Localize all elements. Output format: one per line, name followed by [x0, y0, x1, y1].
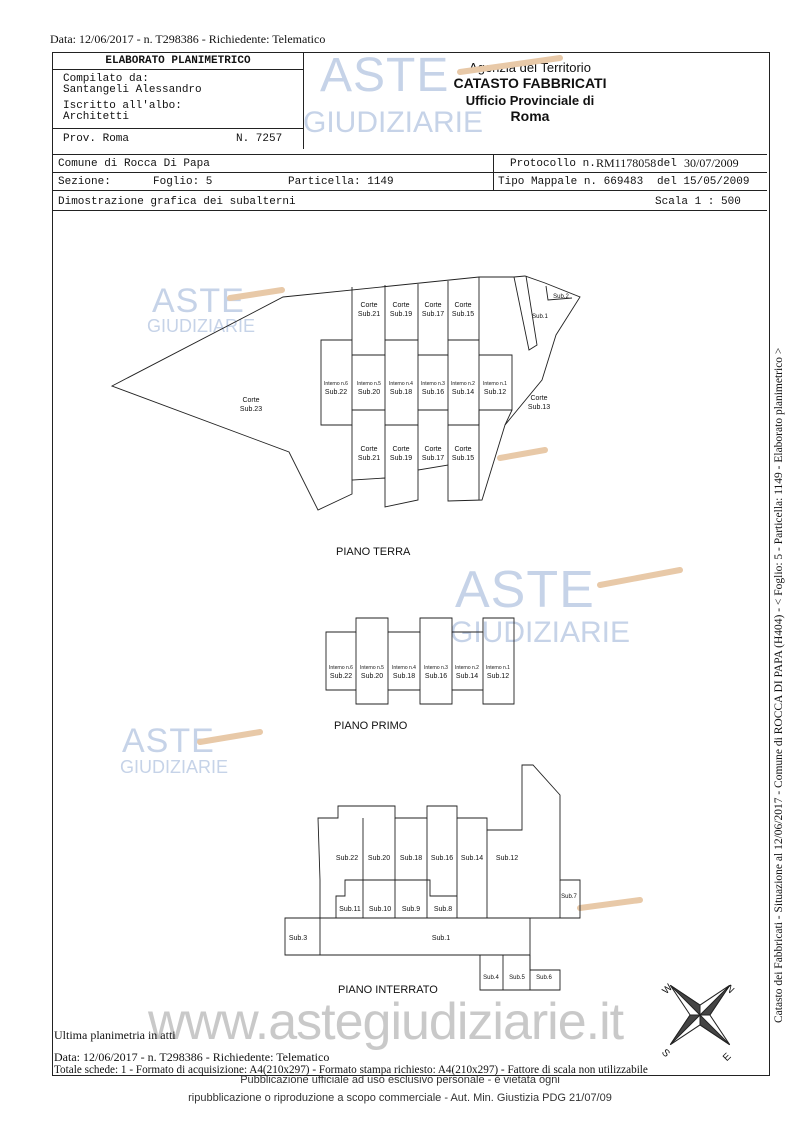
corte-sub-label: Sub.15 [451, 311, 475, 318]
iscritto-label: Iscritto all'albo: [63, 100, 182, 112]
side-vertical-caption: Catasto dei Fabbricati - Situazione al 12/06/2017 - Comune di ROCCA DI PAPA (H404) - < Foglio: 5 - Particella: 1149 - Elaborato planimetrico > [773, 347, 785, 1023]
footer-ultima: Ultima planimetria in atti [54, 1028, 176, 1042]
corte-label: Corte [454, 446, 472, 453]
interno-label: Interno n.4 [389, 381, 413, 387]
sub-label: Sub.9 [401, 906, 421, 913]
corte-label: Corte [424, 446, 442, 453]
interno-sub-label: Sub.20 [357, 389, 381, 396]
corte-label: Corte [360, 446, 378, 453]
interno-sub-label: Sub.22 [324, 389, 348, 396]
interno-label: Interno n.5 [360, 665, 384, 671]
iscritto-value: Architetti [63, 111, 130, 123]
interno-label: Interno n.6 [324, 381, 348, 387]
sub-label: Sub.4 [483, 975, 499, 981]
protocollo-label: Protocollo n. [510, 158, 596, 170]
gavel-watermark-icon [200, 58, 680, 908]
corte-label: Corte [392, 446, 410, 453]
dimostrazione-label: Dimostrazione grafica dei subalterni [58, 196, 296, 208]
scala-label: Scala 1 : 500 [655, 196, 741, 208]
compass-letter-e: E [721, 1051, 734, 1064]
interrato-sub-label: Sub.12 [495, 855, 519, 862]
sub-label: Sub.7 [561, 894, 577, 900]
watermark-giudiziarie-1: GIUDIZIARIE [147, 316, 256, 336]
watermark-aste-1: ASTE [152, 282, 245, 320]
interno-sub-label: Sub.14 [455, 673, 479, 680]
interno-sub-label: Sub.18 [389, 389, 413, 396]
agency-line-1: Agenzia del Territorio [469, 60, 591, 75]
compilato-name: Santangeli Alessandro [63, 84, 202, 96]
interno-label: Interno n.1 [483, 381, 507, 387]
corte-label: Corte [242, 397, 260, 404]
corte-sub-label: Sub.17 [421, 311, 445, 318]
watermark-giudiziarie-2: GIUDIZIARIE [450, 616, 631, 649]
corte-sub-label: Sub.19 [389, 455, 413, 462]
watermark-giudiziarie-3: GIUDIZIARIE [120, 757, 229, 777]
interno-label: Interno n.3 [421, 381, 445, 387]
compass-letter-s: S [659, 1047, 672, 1060]
piano-interrato-title: PIANO INTERRATO [338, 984, 438, 996]
publication-line-2: ripubblicazione o riproduzione a scopo commerciale - Aut. Min. Giustizia PDG 21/07/09 [188, 1092, 612, 1104]
corte-sub-label: Sub.19 [389, 311, 413, 318]
footer-totale: Totale schede: 1 - Formato di acquisizione: A4(210x297) - Formato stampa richiesto: A4(210x297) - Fattore di scala non utilizzabile [54, 1064, 648, 1076]
sub-label: Sub.23 [239, 406, 263, 413]
interno-sub-label: Sub.22 [329, 673, 353, 680]
compass-letter-w: W [660, 982, 675, 997]
site-watermark: www.astegiudiziarie.it [148, 993, 624, 1051]
publication-line-1: Pubblicazione ufficiale ad uso esclusivo personale - è vietata ogni [240, 1074, 560, 1086]
corte-sub-label: Sub.21 [357, 455, 381, 462]
interno-label: Interno n.4 [392, 665, 416, 671]
sub-label: Sub.8 [433, 906, 453, 913]
watermark-aste-2: ASTE [455, 561, 595, 619]
interno-sub-label: Sub.12 [483, 389, 507, 396]
corte-label: Corte [392, 302, 410, 309]
sub-label: Sub.13 [527, 404, 551, 411]
piano-primo-title: PIANO PRIMO [334, 720, 408, 732]
interno-label: Interno n.1 [486, 665, 510, 671]
footer-data: Data: 12/06/2017 - n. T298386 - Richiedente: Telematico [54, 1050, 330, 1064]
protocollo-del-value: 30/07/2009 [684, 156, 739, 170]
agency-line-4: Roma [510, 108, 550, 124]
watermark-aste-3: ASTE [122, 722, 215, 760]
interno-sub-label: Sub.12 [486, 673, 510, 680]
compass-rose-icon [641, 956, 760, 1075]
sub-label: Sub.11 [339, 906, 361, 913]
interrato-sub-label: Sub.20 [367, 855, 391, 862]
agency-line-2: CATASTO FABBRICATI [453, 75, 607, 91]
interrato-sub-label: Sub.14 [460, 855, 484, 862]
tipo-mappale-date: del 15/05/2009 [657, 176, 750, 188]
top-date-line: Data: 12/06/2017 - n. T298386 - Richiedente: Telematico [50, 32, 326, 46]
interrato-sub-label: Sub.22 [335, 855, 359, 862]
interno-label: Interno n.2 [451, 381, 475, 387]
corte-label: Corte [424, 302, 442, 309]
header-watermark-aste: ASTE [320, 49, 450, 102]
interno-label: Interno n.3 [424, 665, 448, 671]
corte-label: Corte [454, 302, 472, 309]
sezione-label: Sezione: [58, 176, 111, 188]
corte-label: Corte [360, 302, 378, 309]
interrato-sub-label: Sub.18 [399, 855, 423, 862]
sub-label: Sub.5 [509, 975, 525, 981]
interno-sub-label: Sub.16 [421, 389, 445, 396]
interno-sub-label: Sub.20 [360, 673, 384, 680]
corte-sub-label: Sub.21 [357, 311, 381, 318]
sub-label: Sub.10 [368, 906, 392, 913]
protocollo-del-label: del [657, 158, 677, 170]
sub-label: Sub.1 [431, 935, 451, 942]
agency-line-3: Ufficio Provinciale di [465, 93, 595, 108]
corte-sub-label: Sub.15 [451, 455, 475, 462]
sub-label: Sub.6 [536, 975, 552, 981]
piano-interrato-outline [285, 765, 580, 990]
interno-sub-label: Sub.18 [392, 673, 416, 680]
elaborato-title: ELABORATO PLANIMETRICO [53, 53, 303, 70]
tipo-mappale-label: Tipo Mappale n. 669483 [498, 176, 644, 188]
sub-label: Sub.2 [553, 294, 569, 300]
albo-number: N. 7257 [236, 133, 283, 145]
sub-label: Sub.1 [532, 314, 548, 320]
interno-label: Interno n.5 [357, 381, 381, 387]
comune-label: Comune di Rocca Di Papa [58, 158, 210, 170]
foglio-label: Foglio: 5 [153, 176, 213, 188]
prov-label: Prov. Roma [63, 133, 130, 145]
interno-label: Interno n.6 [329, 665, 353, 671]
header-watermark-giudiziarie: GIUDIZIARIE [303, 106, 484, 139]
protocollo-value: RM1178058 [596, 156, 657, 170]
compilato-label: Compilato da: [63, 73, 149, 85]
interno-sub-label: Sub.14 [451, 389, 475, 396]
interno-sub-label: Sub.16 [424, 673, 448, 680]
interno-label: Interno n.2 [455, 665, 479, 671]
interrato-sub-label: Sub.16 [430, 855, 454, 862]
corte-label: Corte [530, 395, 548, 402]
compass-letter-n: N [723, 983, 737, 996]
particella-label: Particella: 1149 [288, 176, 394, 188]
piano-terra-title: PIANO TERRA [336, 546, 411, 558]
sub-label: Sub.3 [288, 935, 308, 942]
corte-sub-label: Sub.17 [421, 455, 445, 462]
